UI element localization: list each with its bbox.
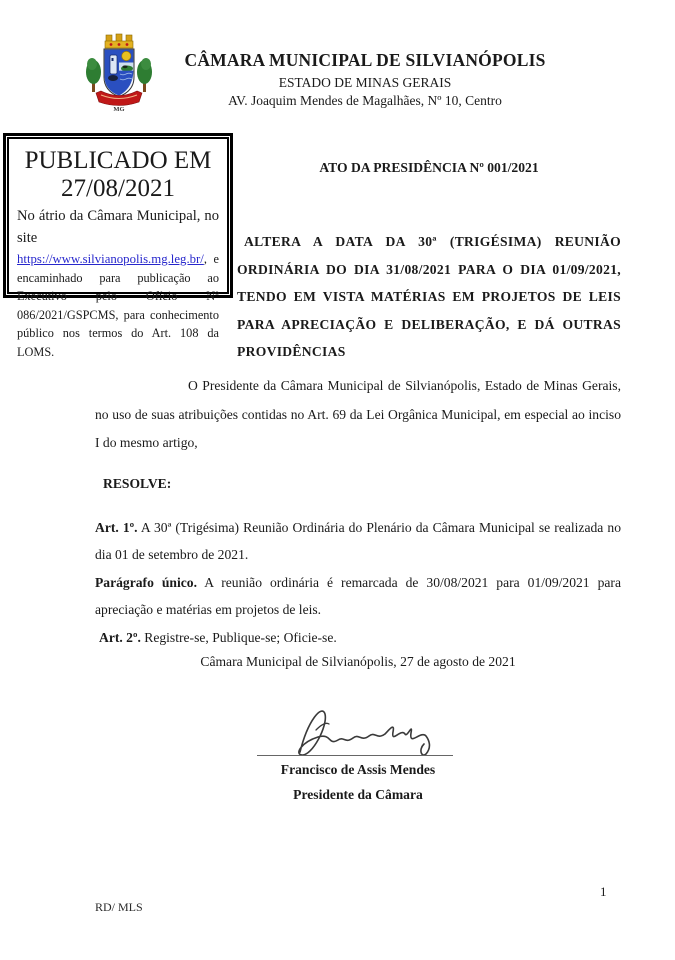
article-1-label: Art. 1º. — [95, 520, 138, 535]
article-1-sole-paragraph — [95, 569, 621, 624]
handwritten-signature-icon — [272, 700, 440, 760]
page-number: 1 — [600, 884, 607, 899]
article-2-label: Art. 2º. — [99, 629, 141, 645]
article-2-text: Registre-se, Publique-se; Oficie-se. — [140, 629, 337, 645]
publication-note-suffix: , e encaminhado para publicação ao Executivo pelo Ofício Nº 086/2021/GSPCMS, para conhecimento público nos termos do Art. 108 da LOMS. — [17, 251, 219, 359]
publication-date: 27/08/2021 — [61, 174, 175, 202]
signatory-name: Francisco de Assis Mendes — [280, 762, 436, 777]
articles-block — [95, 514, 621, 651]
sole-paragraph-text: A reunião ordinária é remarcada de 30/08/2021 para 01/09/2021 para apreciação e matérias em projetos de leis. — [95, 574, 621, 618]
sole-paragraph-label: Parágrafo único. — [95, 574, 197, 590]
publication-note — [17, 206, 219, 361]
crest-left-tree — [86, 58, 101, 92]
crest-motto-text: MG — [113, 106, 125, 112]
stamp-website-link[interactable]: https://www.silvianopolis.mg.leg.br/ — [17, 251, 204, 266]
footer-initials: RD/ MLS — [95, 900, 143, 914]
act-title: ATO DA PRESIDÊNCIA Nº 001/2021 — [319, 160, 539, 175]
org-address: AV. Joaquim Mendes de Magalhães, Nº 10, Centro — [228, 92, 502, 108]
state-name: ESTADO DE MINAS GERAIS — [278, 74, 452, 90]
dateline: Câmara Municipal de Silvianópolis, 27 de agosto de 2021 — [200, 654, 516, 669]
article-1 — [95, 514, 621, 569]
letterhead — [110, 50, 620, 110]
act-summary: ALTERA A DATA DA 30ª (TRIGÉSIMA) REUNIÃO ORDINÁRIA DO DIA 31/08/2021 PARA O DIA 01/09/2021, TENDO EM VISTA MATÉRIAS EM PROJETOS DE LEIS PARA APRECIAÇÃO E DELIBERAÇÃO, E DÁ OUTRAS PROVIDÊNCIAS — [237, 234, 621, 359]
article-2 — [95, 624, 621, 651]
signature-line — [257, 755, 453, 756]
crest-crown — [105, 34, 133, 48]
published-on-label: PUBLICADO EM — [24, 147, 212, 174]
publication-stamp-inner — [7, 137, 229, 359]
signatory-role: Presidente da Câmara — [293, 787, 423, 802]
publication-stamp — [3, 133, 233, 359]
resolve-label: RESOLVE: — [103, 476, 172, 491]
act-preamble: O Presidente da Câmara Municipal de Silvianópolis, Estado de Minas Gerais, no uso de suas atribuições contidas no Art. 69 da Lei Orgânica Municipal, em especial ao inciso I do mesmo artigo, — [95, 378, 621, 450]
org-name: CÂMARA MUNICIPAL DE SILVIANÓPOLIS — [184, 50, 546, 70]
publication-note-prefix: No átrio da Câmara Municipal, no site — [17, 208, 219, 246]
article-1-text: A 30ª (Trigésima) Reunião Ordinária do Plenário da Câmara Municipal se realizada no dia 01 de setembro de 2021. — [95, 520, 621, 563]
